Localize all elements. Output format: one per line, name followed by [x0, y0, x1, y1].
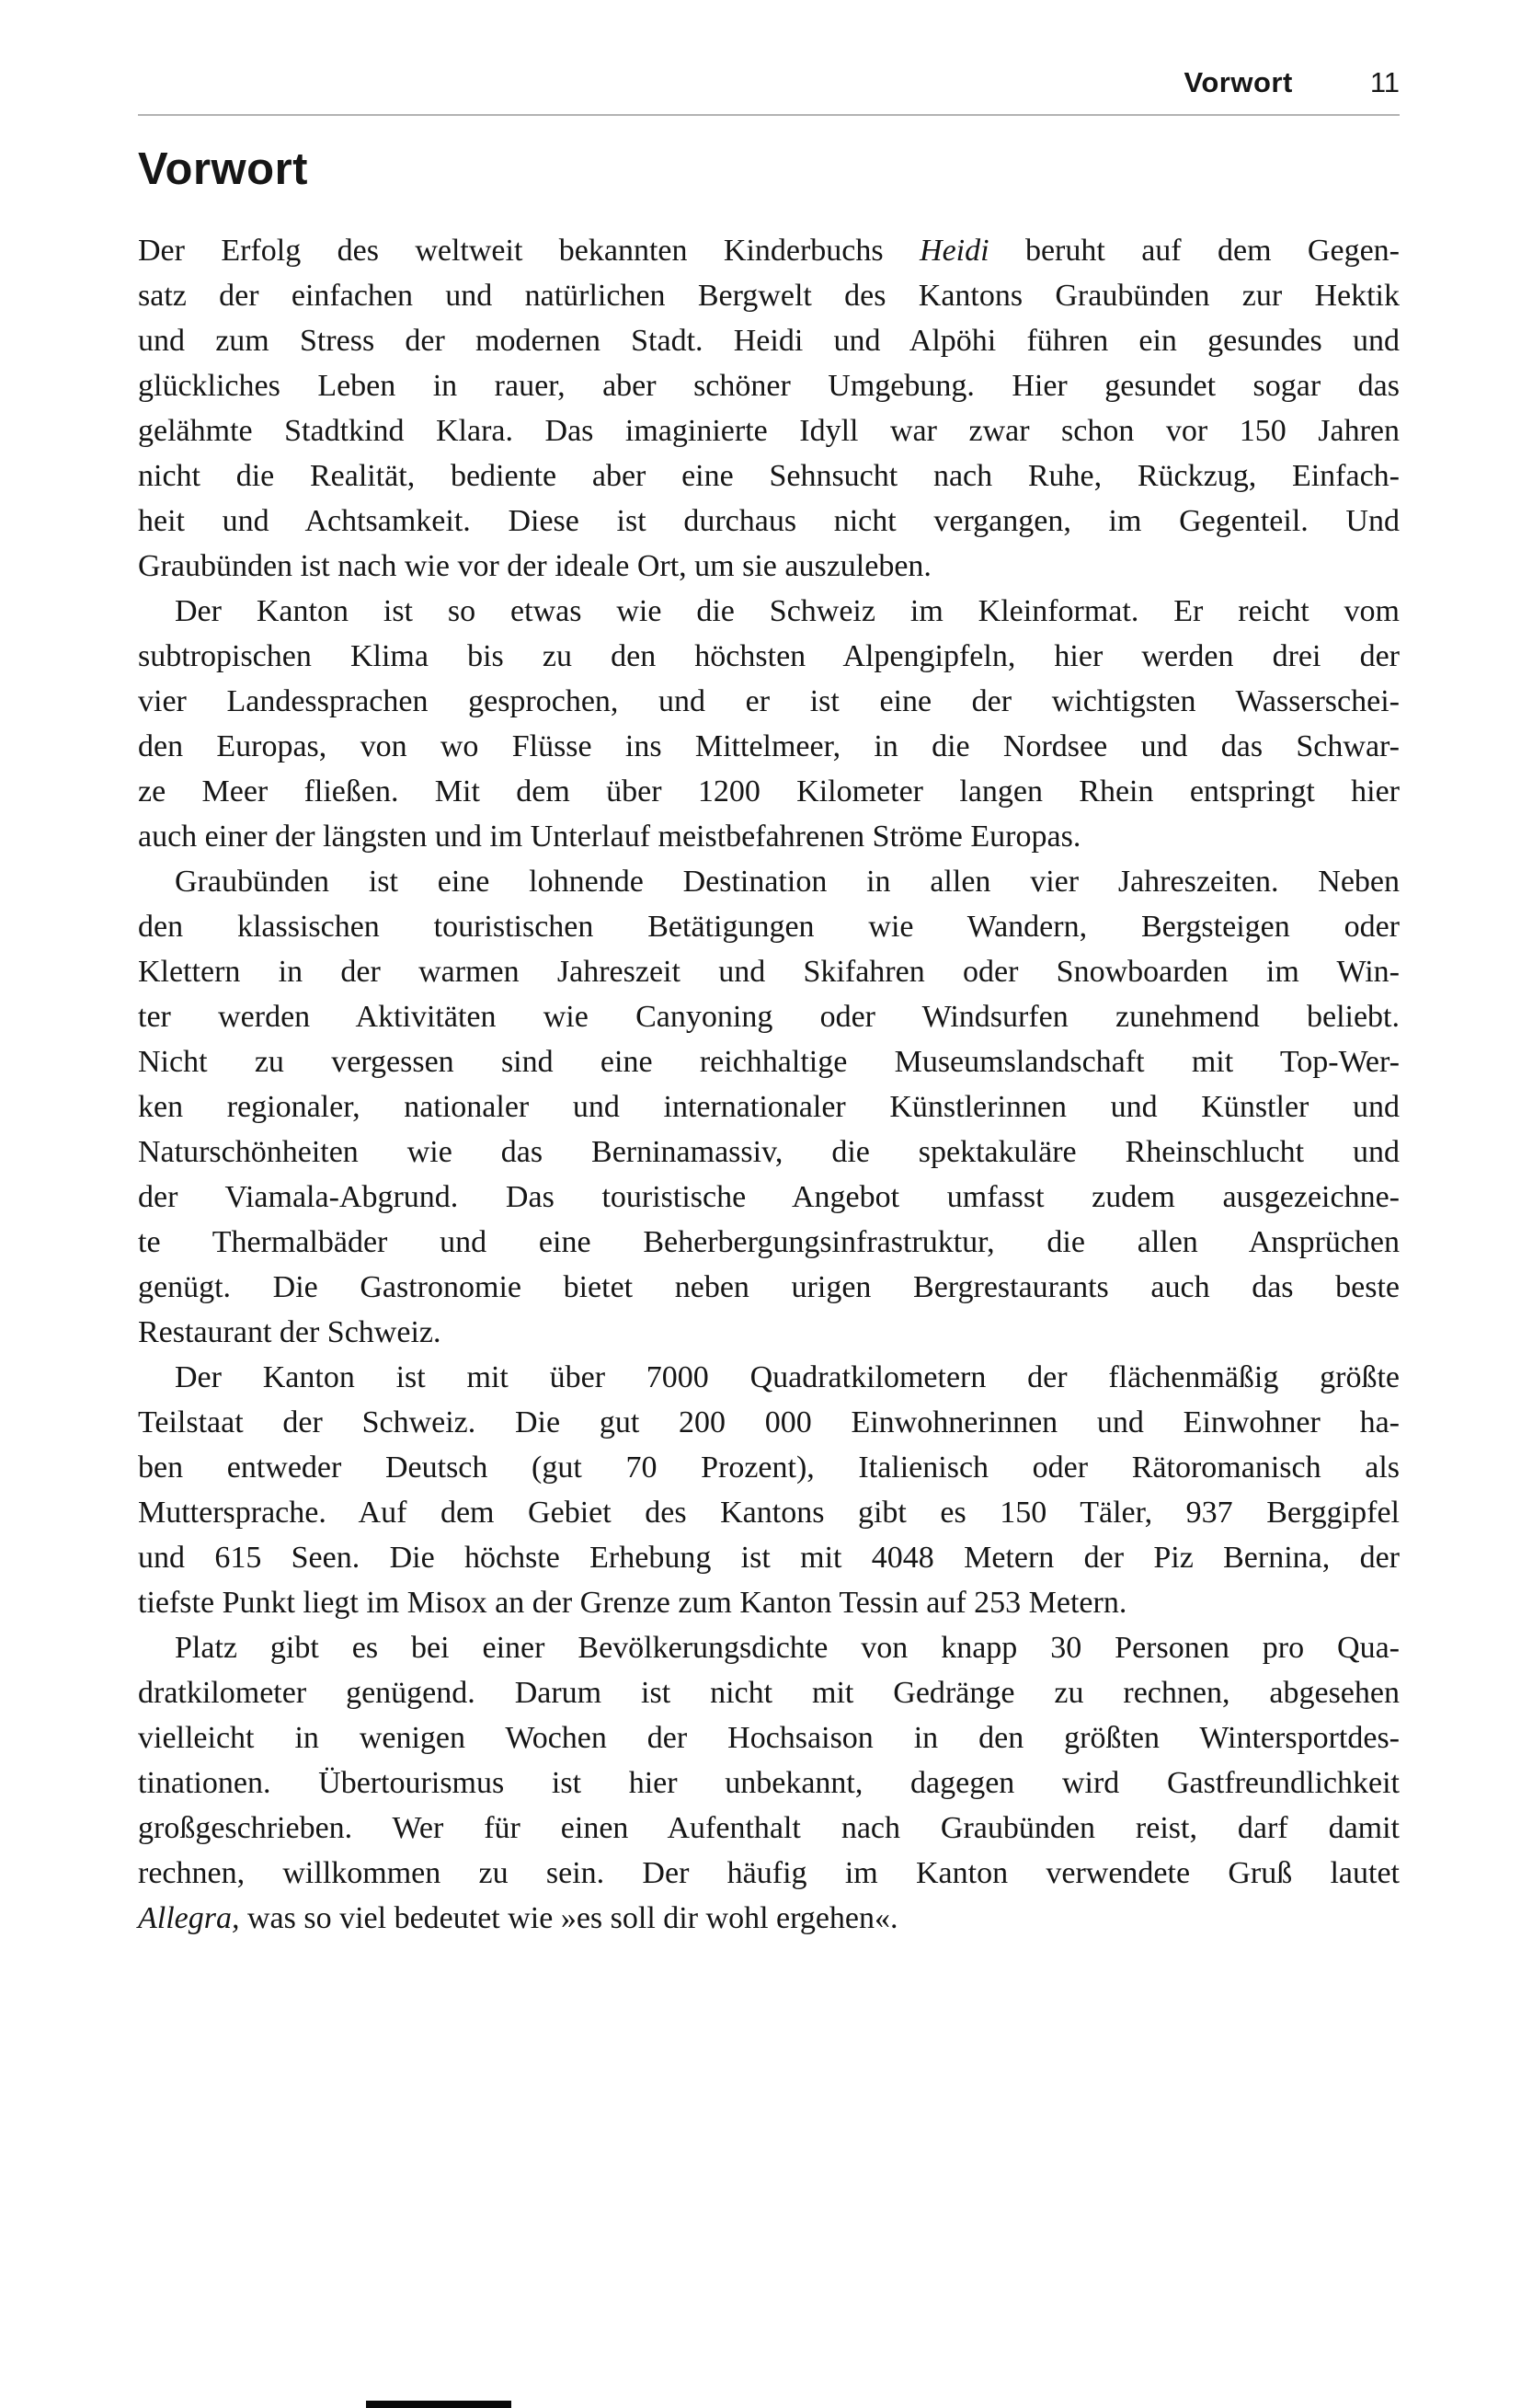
text-segment: ze Meer fließen. Mit dem über 1200 Kilometer langen Rhein entspringt hier: [138, 774, 1400, 808]
text-segment: auch einer der längsten und im Unterlauf meistbefahrenen Ströme Europas.: [138, 820, 1081, 854]
text-line: [138, 1175, 1400, 1220]
text-line: [138, 769, 1400, 814]
text-segment: satz der einfachen und natürlichen Bergwelt des Kantons Graubünden zur Hektik: [138, 279, 1400, 313]
text-line: [138, 1896, 1400, 1941]
text-line: [138, 1129, 1400, 1175]
text-segment: der Viamala-Abgrund. Das touristische Angebot umfasst zudem ausgezeichne-: [138, 1180, 1400, 1214]
text-line: [138, 1355, 1400, 1400]
text-line: [138, 318, 1400, 363]
text-line: [138, 1851, 1400, 1896]
text-line: [138, 679, 1400, 724]
text-line: [138, 634, 1400, 679]
text-segment: großgeschrieben. Wer für einen Aufenthalt nach Graubünden reist, darf damit: [138, 1811, 1400, 1845]
text-line: [138, 1535, 1400, 1580]
text-segment: ken regionaler, nationaler und internationaler Künstlerinnen und Künstler und: [138, 1090, 1400, 1124]
text-line: [138, 363, 1400, 408]
text-segment: nicht die Realität, bediente aber eine Sehnsucht nach Ruhe, Rückzug, Einfach-: [138, 459, 1400, 493]
text-segment: Graubünden ist nach wie vor der ideale Ort, um sie auszuleben.: [138, 549, 932, 583]
text-line: [138, 273, 1400, 318]
text-segment: Klettern in der warmen Jahreszeit und Skifahren oder Snowboarden im Win-: [138, 955, 1400, 989]
text-line: [138, 1490, 1400, 1535]
text-segment: Der Kanton ist so etwas wie die Schweiz im Kleinformat. Er reicht vom: [175, 594, 1400, 628]
text-segment: Teilstaat der Schweiz. Die gut 200 000 Einwohnerinnen und Einwohner ha-: [138, 1405, 1400, 1439]
text-segment: vielleicht in wenigen Wochen der Hochsaison in den größten Wintersportdes-: [138, 1721, 1400, 1755]
page-title: Vorwort: [138, 144, 308, 194]
running-header-title: Vorwort: [1184, 66, 1293, 98]
text-segment: Platz gibt es bei einer Bevölkerungsdichte von knapp 30 Personen pro Qua-: [175, 1631, 1400, 1665]
text-segment: gelähmte Stadtkind Klara. Das imaginierte Idyll war zwar schon vor 150 Jahren: [138, 414, 1400, 448]
scan-artifact-bar: [366, 2401, 511, 2408]
text-segment: genügt. Die Gastronomie bietet neben urigen Bergrestaurants auch das beste: [138, 1270, 1400, 1304]
text-segment: was so viel bedeutet wie »es soll dir wohl ergehen«.: [239, 1901, 898, 1935]
text-line: [138, 228, 1400, 273]
text-segment: heit und Achtsamkeit. Diese ist durchaus nicht vergangen, im Gegenteil. Und: [138, 504, 1400, 538]
text-segment: ben entweder Deutsch (gut 70 Prozent), Italienisch oder Rätoromanisch als: [138, 1451, 1400, 1485]
text-segment: dratkilometer genügend. Darum ist nicht mit Gedränge zu rechnen, abgesehen: [138, 1676, 1400, 1710]
text-line: [138, 1310, 1400, 1355]
text-segment: tiefste Punkt liegt im Misox an der Grenze zum Kanton Tessin auf 253 Metern.: [138, 1586, 1127, 1620]
text-segment: tinationen. Übertourismus ist hier unbekannt, dagegen wird Gastfreundlichkeit: [138, 1766, 1400, 1800]
text-line: [138, 499, 1400, 544]
text-segment: Der Erfolg des weltweit bekannten Kinderbuchs: [138, 234, 921, 268]
text-line: [138, 1400, 1400, 1445]
text-segment: ter werden Aktivitäten wie Canyoning oder Windsurfen zunehmend beliebt.: [138, 1000, 1400, 1034]
italic-text: Allegra,: [138, 1901, 240, 1935]
page-number: 11: [1369, 66, 1400, 98]
text-segment: und zum Stress der modernen Stadt. Heidi und Alpöhi führen ein gesundes und: [138, 324, 1400, 358]
text-line: [138, 1806, 1400, 1851]
text-line: [138, 1580, 1400, 1625]
text-line: [138, 453, 1400, 499]
text-segment: te Thermalbäder und eine Beherbergungsinfrastruktur, die allen Ansprüchen: [138, 1225, 1400, 1259]
text-segment: Graubünden ist eine lohnende Destination in allen vier Jahreszeiten. Neben: [175, 865, 1400, 899]
text-segment: Muttersprache. Auf dem Gebiet des Kantons gibt es 150 Täler, 937 Berggipfel: [138, 1496, 1400, 1530]
italic-text: Heidi: [920, 234, 989, 268]
text-line: [138, 544, 1400, 589]
text-line: [138, 1670, 1400, 1715]
text-line: [138, 904, 1400, 949]
text-segment: rechnen, willkommen zu sein. Der häufig im Kanton verwendete Gruß lautet: [138, 1856, 1400, 1890]
paragraph: [138, 228, 1400, 589]
text-segment: Nicht zu vergessen sind eine reichhaltige Museumslandschaft mit Top-Wer-: [138, 1045, 1400, 1079]
text-line: [138, 589, 1400, 634]
text-line: [138, 1445, 1400, 1490]
text-segment: vier Landessprachen gesprochen, und er ist eine der wichtigsten Wasserschei-: [138, 684, 1400, 718]
paragraph: [138, 589, 1400, 859]
text-line: [138, 1625, 1400, 1670]
paragraph: [138, 1625, 1400, 1941]
running-header: [138, 66, 1400, 116]
text-line: [138, 859, 1400, 904]
text-segment: subtropischen Klima bis zu den höchsten Alpengipfeln, hier werden drei der: [138, 639, 1400, 673]
text-line: [138, 1265, 1400, 1310]
text-line: [138, 1760, 1400, 1806]
paragraph: [138, 859, 1400, 1355]
text-segment: und 615 Seen. Die höchste Erhebung ist mit 4048 Metern der Piz Bernina, der: [138, 1541, 1400, 1575]
text-segment: den klassischen touristischen Betätigungen wie Wandern, Bergsteigen oder: [138, 910, 1400, 944]
text-line: [138, 408, 1400, 453]
text-line: [138, 949, 1400, 994]
text-segment: den Europas, von wo Flüsse ins Mittelmeer, in die Nordsee und das Schwar-: [138, 729, 1400, 763]
text-segment: glückliches Leben in rauer, aber schöner Umgebung. Hier gesundet sogar das: [138, 369, 1400, 403]
paragraph: [138, 1355, 1400, 1625]
page-content: [138, 66, 1400, 1941]
text-segment: beruht auf dem Gegen-: [989, 234, 1400, 268]
body-paragraphs: [138, 228, 1400, 1941]
text-line: [138, 1084, 1400, 1129]
text-line: [138, 1715, 1400, 1760]
text-segment: Restaurant der Schweiz.: [138, 1315, 441, 1349]
text-segment: Naturschönheiten wie das Berninamassiv, die spektakuläre Rheinschlucht und: [138, 1135, 1400, 1169]
text-line: [138, 994, 1400, 1039]
text-line: [138, 1220, 1400, 1265]
text-line: [138, 814, 1400, 859]
text-segment: Der Kanton ist mit über 7000 Quadratkilometern der flächenmäßig größte: [175, 1360, 1400, 1394]
text-line: [138, 724, 1400, 769]
text-line: [138, 1039, 1400, 1084]
